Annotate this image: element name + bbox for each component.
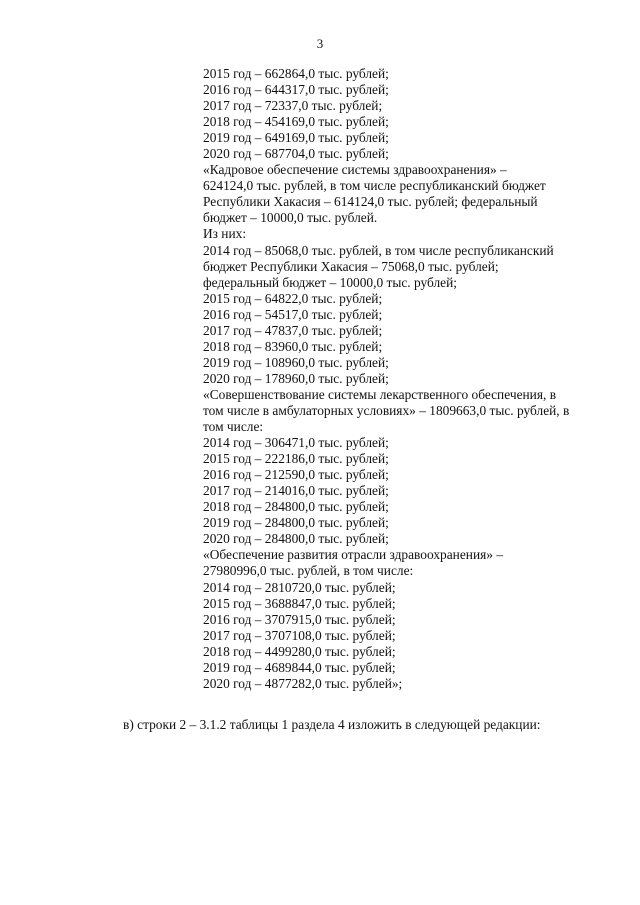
text-line: 2018 год – 4499280,0 тыс. рублей; <box>203 643 396 659</box>
text-line: федеральный бюджет – 10000,0 тыс. рублей; <box>203 274 458 290</box>
text-line: «Кадровое обеспечение системы здравоохранения» – <box>203 162 507 178</box>
text-line: 2020 год – 687704,0 тыс. рублей; <box>203 146 389 162</box>
text-line: 2020 год – 178960,0 тыс. рублей; <box>203 370 389 386</box>
text-line: Из них: <box>203 226 247 242</box>
text-line: 2018 год – 83960,0 тыс. рублей; <box>203 338 383 354</box>
text-line: 2016 год – 54517,0 тыс. рублей; <box>203 306 383 322</box>
text-line: 2017 год – 214016,0 тыс. рублей; <box>203 483 389 499</box>
text-line: 2019 год – 649169,0 тыс. рублей; <box>203 130 389 146</box>
text-line: 2019 год – 108960,0 тыс. рублей; <box>203 354 389 370</box>
text-line: 2018 год – 454169,0 тыс. рублей; <box>203 114 389 130</box>
text-line: 2014 год – 2810720,0 тыс. рублей; <box>203 579 396 595</box>
text-line: 2016 год – 3707915,0 тыс. рублей; <box>203 611 396 627</box>
text-line: 624124,0 тыс. рублей, в том числе республиканский бюджет <box>203 178 546 194</box>
text-line: 2015 год – 3688847,0 тыс. рублей; <box>203 595 396 611</box>
text-line: 2018 год – 284800,0 тыс. рублей; <box>203 499 389 515</box>
text-line: бюджет Республики Хакасия – 75068,0 тыс. рублей; <box>203 258 499 274</box>
text-line: 2016 год – 644317,0 тыс. рублей; <box>203 82 389 98</box>
text-line: 2015 год – 662864,0 тыс. рублей; <box>203 66 389 81</box>
page-number: 3 <box>316 36 324 51</box>
text-line: бюджет – 10000,0 тыс. рублей. <box>203 210 378 226</box>
text-line: 27980996,0 тыс. рублей, в том числе: <box>203 563 414 579</box>
text-line: 2019 год – 284800,0 тыс. рублей; <box>203 515 389 531</box>
text-line: том числе: <box>203 419 264 435</box>
text-line: том числе в амбулаторных условиях» – 1809663,0 тыс. рублей, в <box>203 402 570 418</box>
text-line: 2017 год – 47837,0 тыс. рублей; <box>203 322 383 338</box>
text-line: 2019 год – 4689844,0 тыс. рублей; <box>203 659 396 675</box>
amendment-instruction: в) строки 2 – 3.1.2 таблицы 1 раздела 4 изложить в следующей редакции: <box>123 717 541 732</box>
text-line: 2020 год – 4877282,0 тыс. рублей»; <box>203 675 403 691</box>
text-line: «Совершенствование системы лекарственного обеспечения, в <box>203 386 557 402</box>
text-line: «Обеспечение развития отрасли здравоохранения» – <box>203 547 504 563</box>
text-line: 2014 год – 85068,0 тыс. рублей, в том числе республиканский <box>203 242 554 258</box>
text-line: 2014 год – 306471,0 тыс. рублей; <box>203 435 389 451</box>
document-body <box>203 66 583 692</box>
text-line: 2015 год – 64822,0 тыс. рублей; <box>203 290 383 306</box>
text-line: Республики Хакасия – 614124,0 тыс. рублей; федеральный <box>203 194 538 210</box>
text-line: 2015 год – 222186,0 тыс. рублей; <box>203 451 389 467</box>
text-line: 2017 год – 72337,0 тыс. рублей; <box>203 98 383 114</box>
text-line: 2016 год – 212590,0 тыс. рублей; <box>203 467 389 483</box>
text-line: 2020 год – 284800,0 тыс. рублей; <box>203 531 389 547</box>
text-line: 2017 год – 3707108,0 тыс. рублей; <box>203 627 396 643</box>
